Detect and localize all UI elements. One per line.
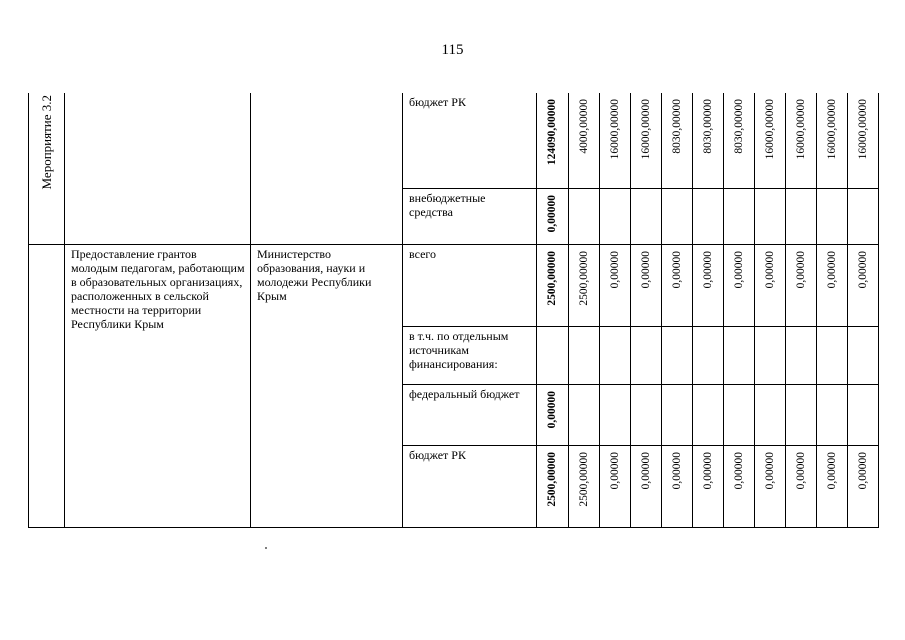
year-value: 2500,00000 [577, 451, 590, 507]
year-value-cell [693, 445, 724, 527]
funding-source-label: всего [409, 246, 437, 261]
year-value-cell [569, 188, 600, 244]
year-value-cell [817, 326, 848, 384]
funding-source-label: бюджет РК [409, 447, 466, 462]
year-value-cell [662, 384, 693, 445]
year-value-cell [662, 326, 693, 384]
year-value-cell [569, 244, 600, 326]
year-value: 2500,00000 [577, 250, 590, 306]
year-value: 0,00000 [639, 451, 652, 489]
funding-source-label: в т.ч. по отдельным источникам финансирования: [409, 328, 509, 371]
total-value: 2500,00000 [546, 451, 558, 507]
executor-cell [251, 244, 403, 527]
year-value-cell [724, 445, 755, 527]
year-value: 0,00000 [794, 250, 807, 288]
year-value-cell [693, 93, 724, 188]
total-cell [537, 384, 569, 445]
year-value: 0,00000 [856, 250, 869, 288]
year-value-cell [755, 445, 786, 527]
year-value-cell [569, 384, 600, 445]
year-value-cell [786, 188, 817, 244]
year-value-cell [693, 326, 724, 384]
year-value-cell [693, 188, 724, 244]
funding-source-label: бюджет РК [409, 95, 466, 109]
year-value: 0,00000 [825, 250, 838, 288]
year-value-cell [662, 244, 693, 326]
year-value-cell [817, 384, 848, 445]
funding-source-cell [403, 93, 537, 188]
year-value-cell [569, 93, 600, 188]
year-value-cell [631, 326, 662, 384]
year-value-cell [631, 93, 662, 188]
year-value: 16000,00000 [608, 99, 621, 160]
year-value: 0,00000 [763, 451, 776, 489]
table-row [29, 244, 879, 326]
year-value: 0,00000 [701, 451, 714, 489]
year-value-cell [662, 93, 693, 188]
activity-label: Мероприятие 3.2 [38, 94, 54, 189]
year-value: 8030,00000 [732, 99, 745, 154]
year-value: 8030,00000 [670, 99, 683, 154]
year-value-cell [786, 93, 817, 188]
scan-speck [265, 547, 267, 549]
year-value: 0,00000 [794, 451, 807, 489]
activity-description: Предоставление грантов молодым педагогам, работающим в образовательных организациях, расположенных в сельской местности на территории Республики Крым [71, 246, 245, 331]
year-value: 0,00000 [701, 250, 714, 288]
year-value-cell [693, 384, 724, 445]
year-value-cell [631, 188, 662, 244]
total-value: 124090,00000 [546, 99, 558, 166]
year-value: 0,00000 [856, 451, 869, 489]
year-value-cell [662, 445, 693, 527]
funding-table [28, 93, 879, 528]
year-value-cell [755, 93, 786, 188]
year-value-cell [817, 188, 848, 244]
year-value: 16000,00000 [763, 99, 776, 160]
year-value-cell [724, 93, 755, 188]
year-value-cell [693, 244, 724, 326]
year-value-cell [848, 384, 879, 445]
year-value-cell [755, 244, 786, 326]
year-value-cell [848, 93, 879, 188]
year-value-cell [724, 188, 755, 244]
year-value: 16000,00000 [856, 99, 869, 160]
year-value: 16000,00000 [639, 99, 652, 160]
funding-source-cell [403, 188, 537, 244]
year-value-cell [600, 93, 631, 188]
activity-description-cell [65, 93, 251, 244]
year-value: 16000,00000 [825, 99, 838, 160]
funding-source-cell [403, 384, 537, 445]
year-value-cell [724, 384, 755, 445]
year-value-cell [755, 188, 786, 244]
total-cell [537, 326, 569, 384]
year-value-cell [724, 244, 755, 326]
year-value-cell [631, 384, 662, 445]
year-value: 0,00000 [825, 451, 838, 489]
year-value-cell [786, 384, 817, 445]
year-value-cell [724, 326, 755, 384]
total-value: 2500,00000 [546, 250, 558, 306]
year-value-cell [755, 326, 786, 384]
year-value-cell [848, 188, 879, 244]
year-value-cell [600, 445, 631, 527]
total-value: 0,00000 [546, 390, 558, 428]
year-value: 0,00000 [732, 451, 745, 489]
year-value-cell [848, 326, 879, 384]
total-cell [537, 188, 569, 244]
funding-source-cell [403, 326, 537, 384]
total-value: 0,00000 [546, 194, 558, 232]
year-value-cell [569, 326, 600, 384]
funding-source-cell [403, 445, 537, 527]
year-value-cell [631, 445, 662, 527]
year-value-cell [600, 244, 631, 326]
table-row [29, 93, 879, 188]
year-value: 8030,00000 [701, 99, 714, 154]
year-value: 4000,00000 [577, 99, 590, 154]
year-value: 0,00000 [639, 250, 652, 288]
activity-label-cell [29, 94, 65, 527]
year-value-cell [817, 93, 848, 188]
page-number: 115 [441, 42, 464, 58]
year-value: 0,00000 [608, 250, 621, 288]
year-value-cell [848, 244, 879, 326]
funding-source-cell [403, 244, 537, 326]
funding-source-label: федеральный бюджет [409, 386, 520, 401]
year-value: 0,00000 [670, 250, 683, 288]
year-value-cell [848, 445, 879, 527]
year-value: 0,00000 [763, 250, 776, 288]
year-value-cell [786, 244, 817, 326]
year-value: 0,00000 [732, 250, 745, 288]
year-value-cell [662, 188, 693, 244]
executor-name: Министерство образования, науки и молодежи Республики Крым [257, 246, 372, 303]
funding-source-label: внебюджетные средства [409, 190, 486, 219]
year-value-cell [786, 445, 817, 527]
total-cell [537, 445, 569, 527]
year-value-cell [817, 445, 848, 527]
year-value-cell [600, 188, 631, 244]
year-value-cell [755, 384, 786, 445]
year-value-cell [600, 326, 631, 384]
year-value-cell [569, 445, 600, 527]
activity-description-cell [65, 244, 251, 527]
total-cell [537, 244, 569, 326]
year-value-cell [817, 244, 848, 326]
year-value-cell [631, 244, 662, 326]
year-value-cell [786, 326, 817, 384]
year-value-cell [600, 384, 631, 445]
total-cell [537, 93, 569, 188]
year-value: 0,00000 [670, 451, 683, 489]
executor-cell [251, 93, 403, 244]
year-value: 0,00000 [608, 451, 621, 489]
year-value: 16000,00000 [794, 99, 807, 160]
